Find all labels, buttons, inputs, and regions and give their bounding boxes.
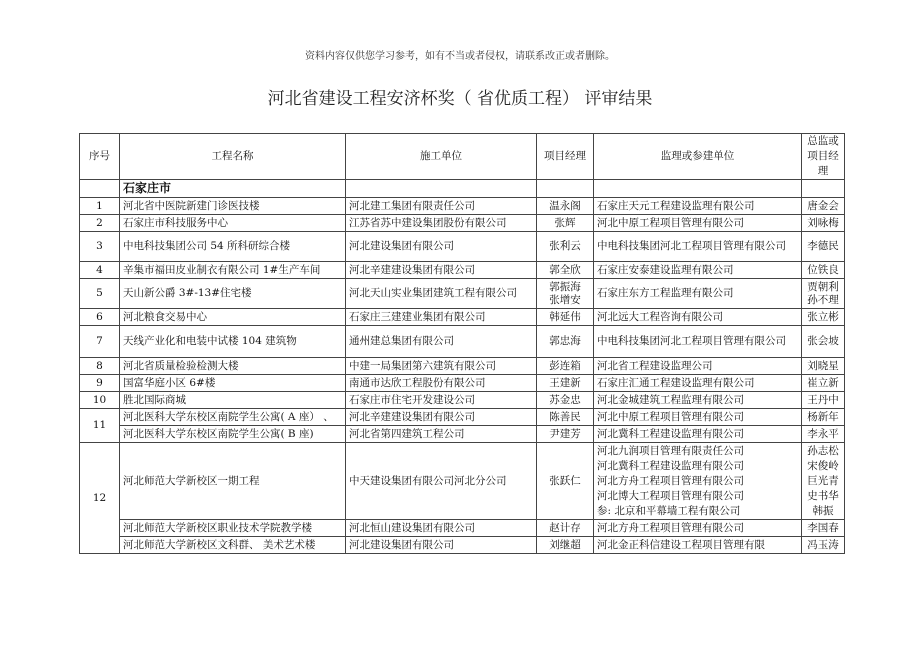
builder-name: 石家庄市住宅开发建设公司 bbox=[346, 392, 537, 409]
builder-name: 南通市达欣工程股份有限公司 bbox=[346, 375, 537, 392]
director-name: 王丹中 bbox=[802, 392, 845, 409]
director-name: 张会坡 bbox=[802, 326, 845, 358]
project-name: 河北省质量检验检测大楼 bbox=[120, 358, 346, 375]
table-row bbox=[80, 358, 845, 375]
supervisor-name: 河北方舟工程项目管理有限公司 bbox=[594, 520, 802, 537]
director-name: 冯玉涛 bbox=[802, 537, 845, 554]
project-manager: 郭忠海 bbox=[537, 326, 594, 358]
table-row bbox=[80, 426, 845, 443]
project-manager: 郭振海 张增安 bbox=[537, 279, 594, 309]
table-row bbox=[80, 232, 845, 262]
builder-name: 河北建设集团有限公司 bbox=[346, 232, 537, 262]
supervisor-name: 石家庄天元工程建设监理有限公司 bbox=[594, 198, 802, 215]
supervisor-name: 河北中原工程项目管理有限公司 bbox=[594, 409, 802, 426]
director-name: 崔立新 bbox=[802, 375, 845, 392]
row-index: 1 bbox=[80, 198, 120, 215]
director-name: 史书华 bbox=[807, 489, 839, 502]
builder-name: 河北辛建建设集团有限公司 bbox=[346, 409, 537, 426]
director-name: 巨光青 bbox=[807, 474, 839, 487]
table-row bbox=[80, 309, 845, 326]
project-manager: 王建新 bbox=[537, 375, 594, 392]
director-name: 贾朝利 孙不理 bbox=[802, 279, 845, 309]
builder-name: 河北建工集团有限责任公司 bbox=[346, 198, 537, 215]
builder-name: 河北天山实业集团建筑工程有限公司 bbox=[346, 279, 537, 309]
row-index: 5 bbox=[80, 279, 120, 309]
project-name: 国富华庭小区 6#楼 bbox=[120, 375, 346, 392]
director-list bbox=[802, 443, 845, 520]
supervisor-name: 河北远大工程咨询有限公司 bbox=[594, 309, 802, 326]
project-name: 河北师范大学新校区一期工程 bbox=[120, 443, 346, 520]
row-index: 9 bbox=[80, 375, 120, 392]
project-manager: 张辉 bbox=[537, 215, 594, 232]
builder-name: 石家庄三建建业集团有限公司 bbox=[346, 309, 537, 326]
project-name: 河北师范大学新校区文科群、 美术艺术楼 bbox=[120, 537, 346, 554]
project-name: 河北省中医院新建门诊医技楼 bbox=[120, 198, 346, 215]
row-index: 6 bbox=[80, 309, 120, 326]
project-name: 天山新公爵 3#-13#住宅楼 bbox=[120, 279, 346, 309]
row-index: 11 bbox=[80, 409, 120, 443]
table-row bbox=[80, 326, 845, 358]
project-manager: 韩延伟 bbox=[537, 309, 594, 326]
project-name: 河北医科大学东校区南院学生公寓( B 座) bbox=[120, 426, 346, 443]
director-name: 孙志松 bbox=[807, 444, 839, 457]
project-name: 河北师范大学新校区职业技术学院教学楼 bbox=[120, 520, 346, 537]
supervisor-name: 河北方舟工程项目管理有限公司 bbox=[597, 474, 744, 487]
project-manager: 刘继超 bbox=[537, 537, 594, 554]
row-index: 12 bbox=[80, 443, 120, 554]
project-name: 胜北国际商城 bbox=[120, 392, 346, 409]
director-name: 宋俊岭 bbox=[807, 459, 839, 472]
supervisor-name: 河北金城建筑工程监理有限公司 bbox=[594, 392, 802, 409]
table-row bbox=[80, 279, 845, 309]
copyright-notice: 资料内容仅供您学习参考，如有不当或者侵权，请联系改正或者删除。 bbox=[305, 51, 615, 62]
supervisor-list bbox=[594, 443, 802, 520]
header-manager: 项目经理 bbox=[537, 134, 594, 180]
supervisor-name: 河北省工程建设监理公司 bbox=[594, 358, 802, 375]
builder-name: 河北省第四建筑工程公司 bbox=[346, 426, 537, 443]
table-row bbox=[80, 198, 845, 215]
header-idx: 序号 bbox=[80, 134, 120, 180]
director-name: 张立彬 bbox=[802, 309, 845, 326]
supervisor-name: 河北金正科信建设工程项目管理有限 bbox=[594, 537, 802, 554]
results-table bbox=[79, 133, 845, 554]
director-name: 刘咏梅 bbox=[802, 215, 845, 232]
project-manager: 张利云 bbox=[537, 232, 594, 262]
supervisor-name: 中电科技集团河北工程项目管理有限公司 bbox=[594, 232, 802, 262]
project-name: 中电科技集团公司 54 所科研综合楼 bbox=[120, 232, 346, 262]
header-supervisor: 监理或参建单位 bbox=[594, 134, 802, 180]
project-manager: 温永阁 bbox=[537, 198, 594, 215]
director-name: 位铁良 bbox=[802, 262, 845, 279]
director-name: 唐金会 bbox=[802, 198, 845, 215]
project-manager: 陈善民 bbox=[537, 409, 594, 426]
table-row bbox=[80, 520, 845, 537]
project-name: 石家庄市科技服务中心 bbox=[120, 215, 346, 232]
table-row bbox=[80, 537, 845, 554]
supervisor-name: 石家庄汇通工程建设监理有限公司 bbox=[594, 375, 802, 392]
row-index: 2 bbox=[80, 215, 120, 232]
header-project: 工程名称 bbox=[120, 134, 346, 180]
table-row bbox=[80, 443, 845, 520]
project-manager: 赵计存 bbox=[537, 520, 594, 537]
builder-name: 河北建设集团有限公司 bbox=[346, 537, 537, 554]
supervisor-name: 河北博大工程项目管理有限公司 bbox=[597, 489, 744, 502]
region-name: 石家庄市 bbox=[120, 180, 346, 198]
project-name: 天线产业化和电装中试楼 104 建筑物 bbox=[120, 326, 346, 358]
table-row bbox=[80, 262, 845, 279]
header-row bbox=[80, 134, 845, 180]
director-name: 李国春 bbox=[802, 520, 845, 537]
director-name: 刘晓星 bbox=[802, 358, 845, 375]
project-manager: 张跃仁 bbox=[537, 443, 594, 520]
project-name: 辛集市福田皮业制衣有限公司 1#生产车间 bbox=[120, 262, 346, 279]
row-index: 7 bbox=[80, 326, 120, 358]
project-manager: 苏金忠 bbox=[537, 392, 594, 409]
project-name: 河北医科大学东校区南院学生公寓( A 座） 、 bbox=[120, 409, 346, 426]
table-row bbox=[80, 375, 845, 392]
director-name: 李永平 bbox=[802, 426, 845, 443]
table-row bbox=[80, 392, 845, 409]
header-builder: 施工单位 bbox=[346, 134, 537, 180]
project-manager: 彭连箱 bbox=[537, 358, 594, 375]
director-name: 杨新年 bbox=[802, 409, 845, 426]
supervisor-name: 河北九润项目管理有限责任公司 bbox=[597, 444, 744, 457]
builder-name: 中建一局集团第六建筑有限公司 bbox=[346, 358, 537, 375]
table-row bbox=[80, 409, 845, 426]
builder-name: 江苏省苏中建设集团股份有限公司 bbox=[346, 215, 537, 232]
director-name: 韩振 bbox=[812, 504, 834, 517]
project-name: 河北粮食交易中心 bbox=[120, 309, 346, 326]
row-index: 4 bbox=[80, 262, 120, 279]
builder-name: 通州建总集团有限公司 bbox=[346, 326, 537, 358]
row-index: 3 bbox=[80, 232, 120, 262]
row-index: 8 bbox=[80, 358, 120, 375]
supervisor-name: 石家庄东方工程监理有限公司 bbox=[594, 279, 802, 309]
supervisor-name: 河北冀科工程建设监理有限公司 bbox=[594, 426, 802, 443]
builder-name: 中天建设集团有限公司河北分公司 bbox=[346, 443, 537, 520]
header-director: 总监或项目经理 bbox=[802, 134, 845, 180]
supervisor-name: 河北中原工程项目管理有限公司 bbox=[594, 215, 802, 232]
project-manager: 尹建芳 bbox=[537, 426, 594, 443]
row-index: 10 bbox=[80, 392, 120, 409]
supervisor-name: 石家庄安泰建设监理有限公司 bbox=[594, 262, 802, 279]
builder-name: 河北辛建建设集团有限公司 bbox=[346, 262, 537, 279]
document-title: 河北省建设工程安济杯奖（ 省优质工程） 评审结果 bbox=[267, 89, 653, 109]
supervisor-name: 中电科技集团河北工程项目管理有限公司 bbox=[594, 326, 802, 358]
builder-name: 河北恒山建设集团有限公司 bbox=[346, 520, 537, 537]
supervisor-name: 河北冀科工程建设监理有限公司 bbox=[597, 459, 744, 472]
region-row bbox=[80, 180, 845, 198]
table-row bbox=[80, 215, 845, 232]
supervisor-name: 参: 北京和平幕墙工程有限公司 bbox=[597, 504, 741, 517]
project-manager: 郭全欣 bbox=[537, 262, 594, 279]
director-name: 李德民 bbox=[802, 232, 845, 262]
